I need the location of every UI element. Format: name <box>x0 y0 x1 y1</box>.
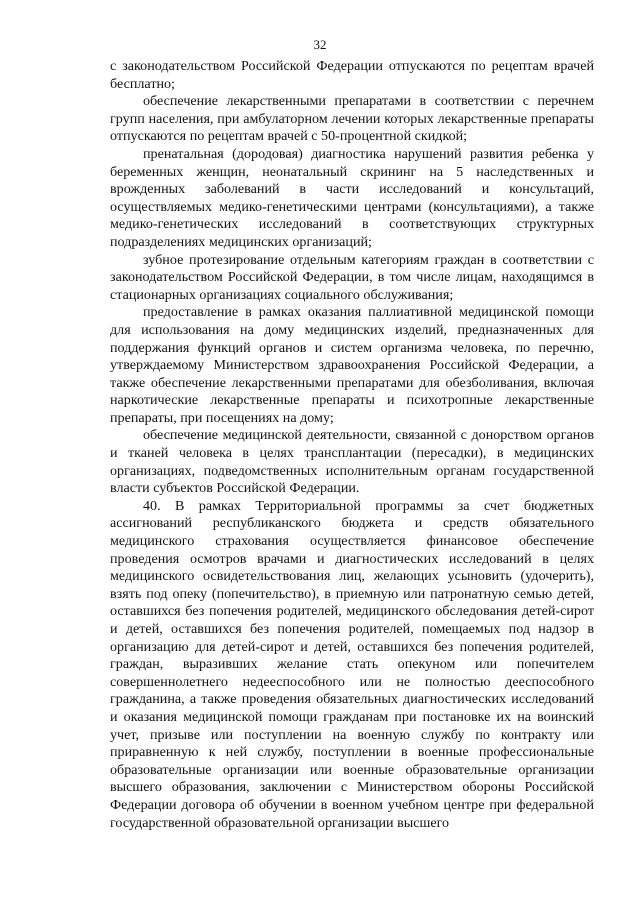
paragraph-4: зубное протезирование отдельным категориям граждан в соответствии с законодательством Российской Федерации, в том числе лицам, находящимся в стационарных организациях социального обслуживания; <box>110 251 594 303</box>
paragraph-5: предоставление в рамках оказания паллиативной медицинской помощи для использования на дому медицинских изделий, предназначенных для поддержания функций органов и систем организма человека, по перечню, утверждаемому Министерством здравоохранения Российской Федерации, а также обеспечение лекарственными препаратами для обезболивания, включая наркотические лекарственные препараты и психотропные лекарственные препараты, при посещениях на дому; <box>110 304 594 426</box>
paragraph-2: обеспечение лекарственными препаратами в соответствии с перечнем групп населения, при амбулаторном лечении которых лекарственные препараты отпускаются по рецептам врачей с 50-процентной скидкой; <box>110 93 594 145</box>
document-body <box>110 58 594 832</box>
paragraph-1: с законодательством Российской Федерации отпускаются по рецептам врачей бесплатно; <box>110 58 594 92</box>
paragraph-7: 40. В рамках Территориальной программы за счет бюджетных ассигнований республиканского бюджета и средств обязательного медицинского страхования осуществляется финансовое обеспечение проведения осмотров врачами и диагностических исследований в целях медицинского освидетельствования лиц, желающих усыновить (удочерить), взять под опеку (попечительство), в приемную или патронатную семью детей, оставшихся без попечения родителей, медицинского обследования детей-сирот и детей, оставшихся без попечения родителей, помещаемых под надзор в организацию для детей-сирот и детей, оставшихся без попечения родителей, граждан, выразивших желание стать опекуном или попечителем совершеннолетнего недееспособного или не полностью дееспособного гражданина, а также проведения обязательных диагностических исследований и оказания медицинской помощи гражданам при постановке их на воинский учет, призыве или поступлении на военную службу по контракту или приравненную к ней службу, поступлении в военные профессиональные образовательные организации или военные образовательные организации высшего образования, заключении с Министерством обороны Российской Федерации договора об обучении в военном учебном центре при федеральной государственной образовательной организации высшего <box>110 497 594 831</box>
paragraph-3: пренатальная (дородовая) диагностика нарушений развития ребенка у беременных женщин, неонатальный скрининг на 5 наследственных и врожденных заболеваний в части исследований и консультаций, осуществляемых медико-генетическими центрами (консультациями), а также медико-генетических исследований в соответствующих структурных подразделениях медицинских организаций; <box>110 145 594 250</box>
page-number: 32 <box>313 37 327 52</box>
paragraph-6: обеспечение медицинской деятельности, связанной с донорством органов и тканей человека в целях трансплантации (пересадки), в медицинских организациях, подведомственных исполнительным органам государственной власти субъектов Российской Федерации. <box>110 427 594 497</box>
